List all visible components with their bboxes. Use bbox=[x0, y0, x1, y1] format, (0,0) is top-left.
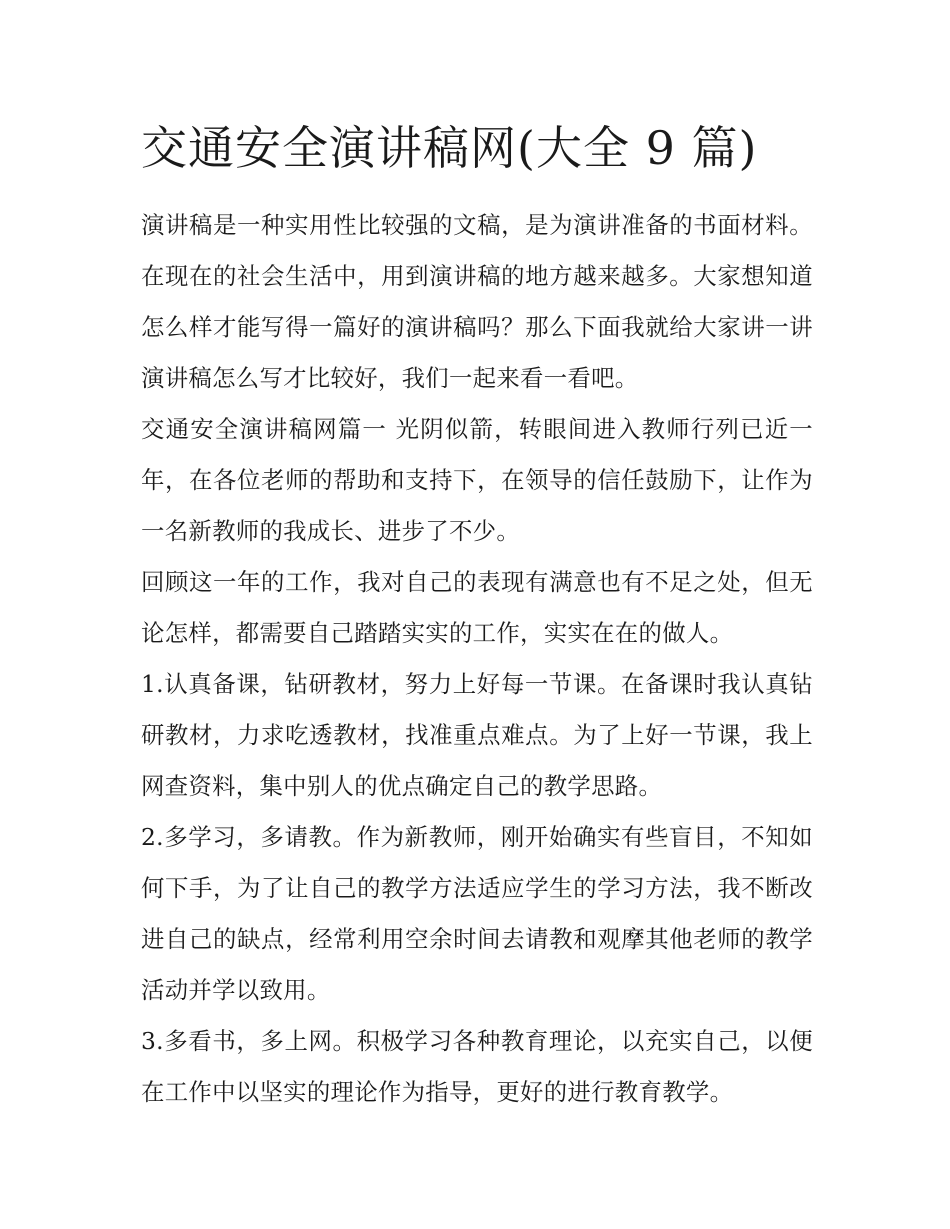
document-title: 交通安全演讲稿网(大全 9 篇) bbox=[141, 121, 758, 175]
paragraph-item-3: 3.多看书，多上网。积极学习各种教育理论，以充实自己，以便在工作中以坚实的理论作为指导，更好的进行教育教学。 bbox=[141, 1027, 813, 1106]
paragraph-intro: 演讲稿是一种实用性比较强的文稿，是为演讲准备的书面材料。在现在的社会生活中，用到演讲稿的地方越来越多。大家想知道怎么样才能写得一篇好的演讲稿吗？那么下面我就给大家讲一讲演讲稿怎么写才比较好，我们一起来看一看吧。 bbox=[141, 211, 813, 392]
document-page bbox=[141, 118, 813, 1118]
paragraph-review: 回顾这一年的工作，我对自己的表现有满意也有不足之处，但无论怎样，都需要自己踏踏实实的工作，实实在在的做人。 bbox=[141, 568, 813, 647]
paragraph-item-2: 2.多学习，多请教。作为新教师，刚开始确实有些盲目，不知如何下手，为了让自己的教学方法适应学生的学习方法，我不断改进自己的缺点，经常利用空余时间去请教和观摩其他老师的教学活动并学以致用。 bbox=[141, 823, 813, 1004]
paragraph-item-1: 1.认真备课，钻研教材，努力上好每一节课。在备课时我认真钻研教材，力求吃透教材，找准重点难点。为了上好一节课，我上网查资料，集中别人的优点确定自己的教学思路。 bbox=[141, 670, 813, 800]
paragraph-section-one: 交通安全演讲稿网篇一 光阴似箭，转眼间进入教师行列已近一年，在各位老师的帮助和支持下，在领导的信任鼓励下，让作为一名新教师的我成长、进步了不少。 bbox=[141, 415, 813, 545]
